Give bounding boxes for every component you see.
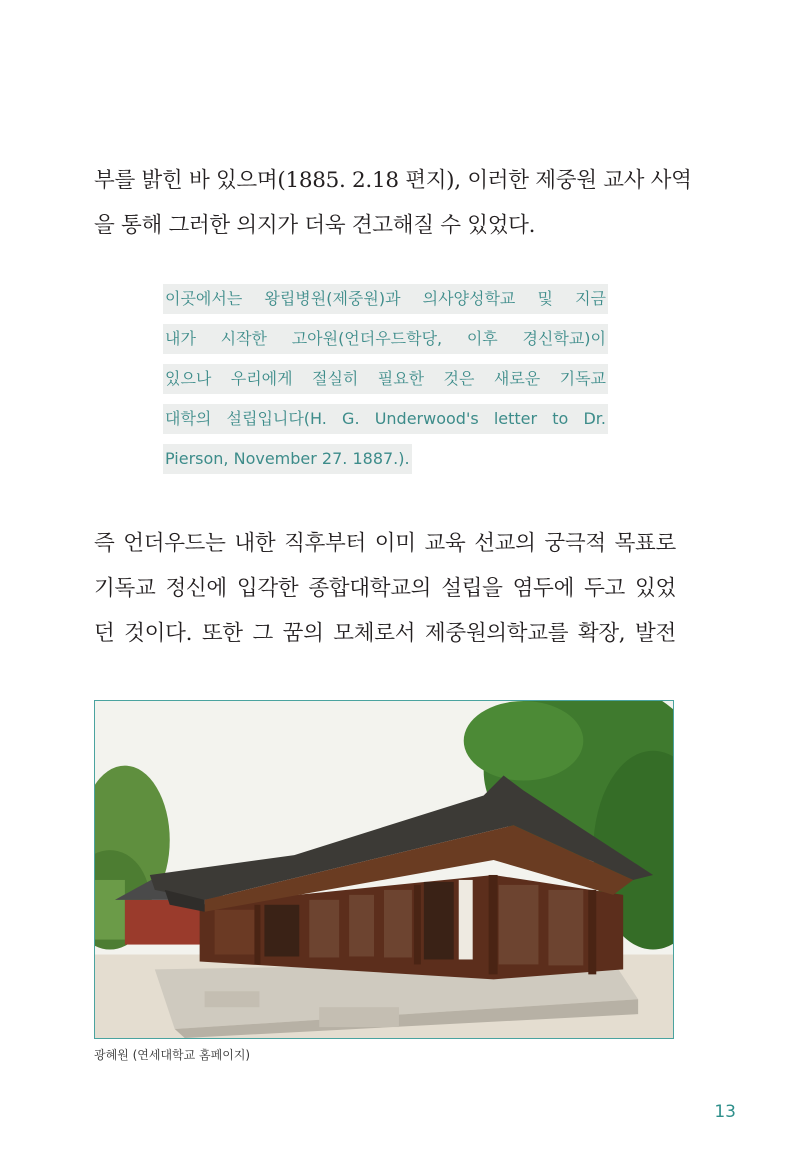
quote-line: 대학의 설립입니다(H. G. Underwood's letter to Dr.: [163, 404, 608, 434]
body-paragraph-2: [94, 521, 676, 656]
page-number: 13: [714, 1102, 736, 1122]
quote-line: Pierson, November 27. 1887.).: [163, 444, 412, 474]
hanok-building-illustration: [95, 701, 673, 1038]
paragraph-line: 던 것이다. 또한 그 꿈의 모체로서 제중원의학교를 확장, 발전: [94, 621, 676, 646]
paragraph-line: 즉 언더우드는 내한 직후부터 이미 교육 선교의 궁극적 목표로: [94, 531, 676, 556]
quote-line: 있으나 우리에게 절실히 필요한 것은 새로운 기독교: [163, 364, 608, 394]
photo-caption: 광혜원 (연세대학교 홈페이지): [94, 1048, 251, 1062]
paragraph-line: 부를 밝힌 바 있으며(1885. 2.18 편지), 이러한 제중원 교사 사역: [94, 168, 692, 193]
paragraph-line: 기독교 정신에 입각한 종합대학교의 설립을 염두에 두고 있었: [94, 576, 676, 601]
paragraph-line: 을 통해 그러한 의지가 더욱 견고해질 수 있었다.: [94, 213, 536, 238]
body-paragraph-1: [94, 158, 692, 248]
quote-line: 내가 시작한 고아원(언더우드학당, 이후 경신학교)이: [163, 324, 608, 354]
block-quote: [163, 284, 608, 484]
quote-line: 이곳에서는 왕립병원(제중원)과 의사양성학교 및 지금: [163, 284, 608, 314]
hanok-photo: [94, 700, 674, 1039]
